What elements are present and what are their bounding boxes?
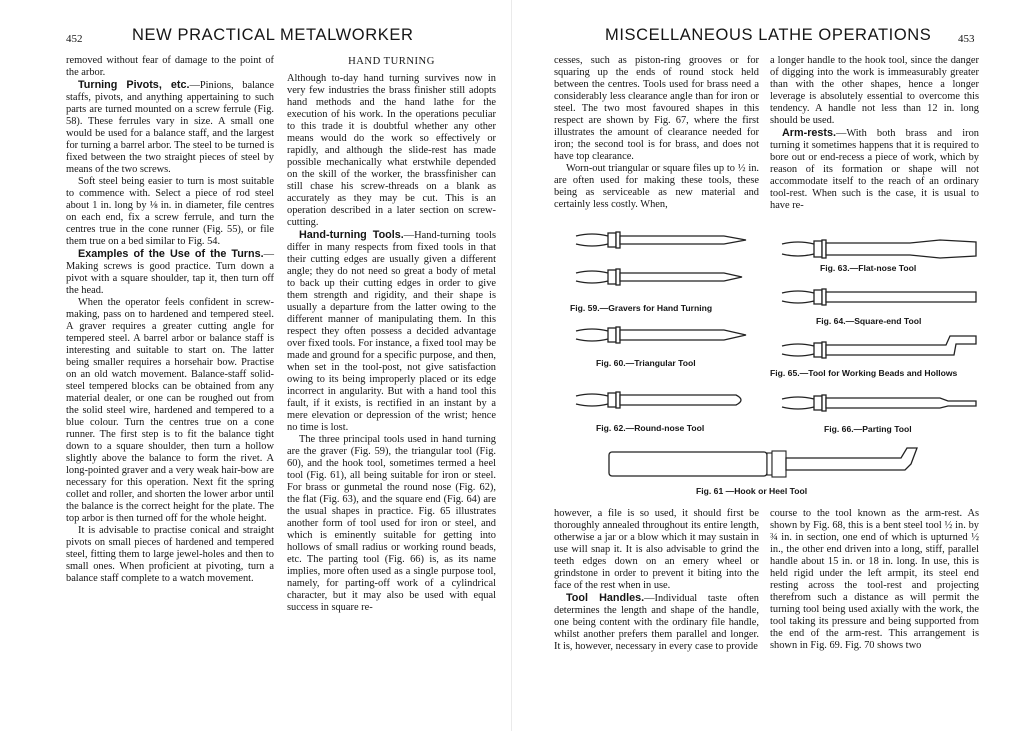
paragraph xyxy=(66,297,274,525)
fig59-caption: Fig. 59.—Gravers for Hand Turning xyxy=(570,303,713,313)
fig61-hook-tool-illustration xyxy=(607,446,927,482)
fig65-bead-hollow-tool-illustration xyxy=(780,332,980,366)
paragraph-text: Although to-day hand turning survives now in very few industries the brass finisher still adopts hand methods and the hand lathe for the execution of his work. In the operations peculiar to this trade it is doubtful whether any other means would do the work so effectively or rapidly, and although the slide-rest has made possible mechanically what erstwhile depended on the skill of the worker, the brassfinisher can still chase his screw-threads on a blank as accurately as they may be cut. This is an operation described in a later section on screw-cutting. xyxy=(287,73,496,228)
run-in-heading: Examples of the Use of the Turns. xyxy=(78,248,264,260)
run-in-heading: Arm-rests. xyxy=(782,127,837,139)
paragraph xyxy=(287,73,496,229)
fig64-square-end-tool-illustration xyxy=(780,282,980,312)
paragraph-text: —With both brass and iron turning it sometimes happens that it is required to bore out or end-recess a piece of work, which by reason of its formation or shape will not accommodate itself to the reach of an ordinary tool-rest. When such is the case, it is usual to have re- xyxy=(770,128,979,211)
fig60-triangular-tool-illustration xyxy=(574,320,749,350)
paragraph xyxy=(554,163,759,211)
paragraph xyxy=(66,176,274,248)
paragraph xyxy=(287,434,496,614)
paragraph xyxy=(287,229,496,434)
paragraph-text: —Individual taste often determines the length and shape of the handle, one being content with the ordinary file handle, whilst another prefers them parallel and longer. It is, however, necessary in every case to provide xyxy=(554,593,759,652)
paragraph-text: a longer handle to the hook tool, since the danger of digging into the work is immeasurably greater than with the other shapes, hence a longer leverage is absolutely essential to overcome this tendency. A handle not less than 12 in. long should be used. xyxy=(770,55,979,126)
page-number: 453 xyxy=(958,33,975,45)
paragraph-text: Soft steel being easier to turn is most suitable to commence with. Select a piece of rod steel about 1 in. long by ⅛ in. in diameter, file centres on each end, fix a screw ferrule, and turn the centres true in the cone runner (Fig. 55), or file them true on a bed similar to Fig. 54. xyxy=(66,176,274,247)
paragraph xyxy=(66,248,274,297)
fig66-parting-tool-illustration xyxy=(780,388,980,418)
run-in-heading: Hand-turning Tools. xyxy=(299,229,404,241)
running-title: NEW PRACTICAL METALWORKER xyxy=(132,26,414,44)
fig62-round-nose-tool-illustration xyxy=(574,385,749,415)
paragraph-text: cesses, such as piston-ring grooves or for squaring up the ends of round stock held between the centres. Tools used for brass need a considerably less clearance angle than for iron or steel. The two most favoured shapes in this respect are shown by Fig. 67, where the first illustrates the amount of clearance needed for iron; the second tool is for brass, and does not have top clearance. xyxy=(554,55,759,162)
paragraph xyxy=(770,508,979,652)
fig62-caption: Fig. 62.—Round-nose Tool xyxy=(596,423,705,433)
paragraph-text: When the operator feels confident in screw-making, pass on to hardened and tempered steel. A graver requires a greater cutting angle for tempered steel. A barrel arbor or balance staff is interesting and suitable to start on. The latter being smaller requires a horsehair bow. Practise on an old watch movement. Balance-staff solid-steel tempered blocks can be obtained from any material dealer, or one can be roughed out from the solid steel wire, hardened and tempered to a blue colour. Turn the centres true on a cone runner. The first step is to fit the balance tight down to a square shoulder, then turn a hollow slightly above the balance to form the rivet. A long-pointed graver and a very weak hair-bow are necessary for this operation. Next fit the spring collet and roller, and shorten the lower arbor until the balance is the correct height for the plate. The top arbor is then turned off for the whole height. xyxy=(66,297,274,524)
right-column-2-bottom xyxy=(770,508,979,652)
right-column-1-top xyxy=(554,55,759,211)
page-number: 452 xyxy=(66,33,83,45)
paragraph xyxy=(66,79,274,176)
run-in-heading: Tool Handles. xyxy=(566,592,645,604)
paragraph-text: removed without fear of damage to the point of the arbor. xyxy=(66,55,274,78)
paragraph xyxy=(66,55,274,79)
paragraph-text: —Hand-turning tools differ in many respects from fixed tools in that their cutting edges are usually given a different angle; they do not need so great a body of metal to back up their cutting edges in order to give them strength and rigidity, and their shape is usually a departure from the latter owing to the different manner of manipulating them. In this respect they often possess a decided advantage over fixed tools. For instance, a fixed tool may be made and ground for a specific purpose, and then, when set in the tool-post, not give satisfaction owing to its being improperly placed or its edge incorrect in angularity. But with a hand tool this fault, if it exists, is rectified in an instant by a mere elevation or depression of the wrist; hence no time is lost. xyxy=(287,230,496,433)
fig61-caption: Fig. 61 —Hook or Heel Tool xyxy=(696,486,808,496)
fig65-caption: Fig. 65.—Tool for Working Beads and Hollows xyxy=(770,368,958,378)
right-column-1-bottom xyxy=(554,508,759,653)
paragraph xyxy=(770,55,979,127)
paragraph-text: Worn-out triangular or square files up to ½ in. are often used for making these tools, these being as serviceable as new material and certainly less costly. When, xyxy=(554,163,759,210)
running-title: MISCELLANEOUS LATHE OPERATIONS xyxy=(605,26,932,44)
paragraph-text: course to the tool known as the arm-rest. As shown by Fig. 68, this is a bent steel tool ½ in. by ¾ in. in section, one end of which is upturned ½ in., the other end driven into a long, stiff, parallel handle about 15 in. or 18 in. long. In use, this is held rigid under the left armpit, its steel end resting across the tool-rest and projecting therefrom such a distance as will permit the turning tool being used axially with the work, the tool taking its pressure and being supported from the end of the arm-rest. This arrangement is shown in Fig. 69. Fig. 70 shows two xyxy=(770,508,979,651)
paragraph xyxy=(66,525,274,585)
paragraph-text: The three principal tools used in hand turning are the graver (Fig. 59), the triangular tool (Fig. 60), and the hook tool, sometimes termed a heel tool (Fig. 61), all being suitable for iron or steel. For brass or gunmetal the round nose (Fig. 62), the flat (Fig. 63), and the square end (Fig. 64) are the usual shapes in practice. Fig. 65 illustrates another form of tool used for iron or steel, and which is eminently suitable for getting into hollows of small radius or working round beads, etc. The parting tool (Fig. 66) is, as its name implies, more often used as a single purpose tool, namely, for parting-off work of a cylindrical character, but it may also be used with equal success in square re- xyxy=(287,434,496,613)
section-heading: HAND TURNING xyxy=(348,56,435,67)
paragraph xyxy=(554,592,759,653)
paragraph-text: It is advisable to practise conical and straight pivots on small pieces of hardened and tempered steel, fitting them to large jewel-holes and then to small ones. When proficient at pivoting, turn a balance staff complete to a watch movement. xyxy=(66,525,274,584)
paragraph-text: —Making screws is good practice. Turn down a pivot with a square shoulder, tap it, then turn off the head. xyxy=(66,249,274,296)
paragraph xyxy=(554,55,759,163)
paragraph xyxy=(554,508,759,592)
fig60-caption: Fig. 60.—Triangular Tool xyxy=(596,358,696,368)
paragraph-text: however, a file is so used, it should first be thoroughly annealed throughout its entire length, otherwise a jar or a blow which it may sustain in use will snap it. It is also advisable to grind the teeth edges down on an emery wheel or grindstone in order to prevent it biting into the face of the rest when in use. xyxy=(554,508,759,591)
fig59-graver-illustration xyxy=(574,226,749,298)
fig66-caption: Fig. 66.—Parting Tool xyxy=(824,424,912,434)
right-page xyxy=(512,0,1024,731)
paragraph-text: —Pinions, balance staffs, pivots, and anything appertaining to such parts are turned mounted on a screw ferrule (Fig. 58). These ferrules vary in size. A small one would be used for a balance staff, and the largest for turning a barrel arbor. The steel to be turned is fixed between the two straight pieces of steel by means of the two screws. xyxy=(66,80,274,175)
paragraph xyxy=(770,127,979,212)
fig63-caption: Fig. 63.—Flat-nose Tool xyxy=(820,263,917,273)
run-in-heading: Turning Pivots, etc. xyxy=(78,79,190,91)
left-column-1 xyxy=(66,55,274,585)
fig64-caption: Fig. 64.—Square-end Tool xyxy=(816,316,922,326)
left-column-2 xyxy=(287,55,496,614)
right-column-2-top xyxy=(770,55,979,212)
